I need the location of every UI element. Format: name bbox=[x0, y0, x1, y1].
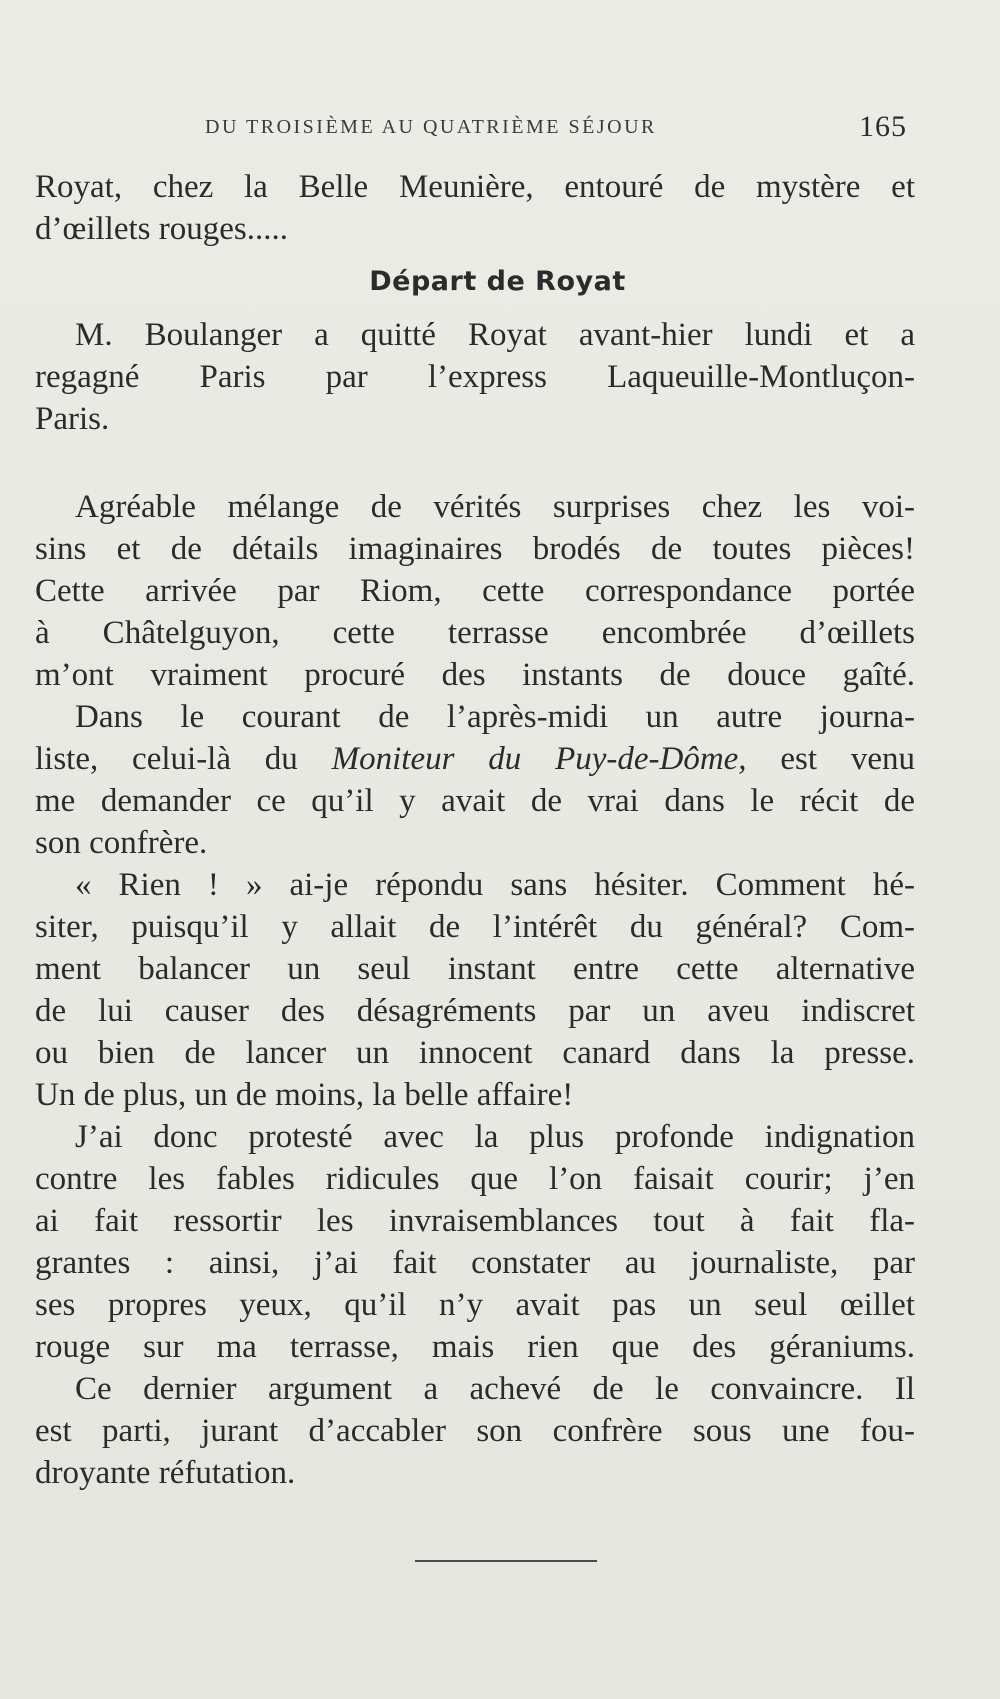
text-line: son confrère. bbox=[35, 825, 208, 861]
text-line: Un de plus, un de moins, la belle affaire! bbox=[35, 1077, 574, 1113]
text-line: droyante réfutation. bbox=[35, 1455, 296, 1491]
text-line: M. Boulanger a quitté Royat avant-hier lundi et a bbox=[75, 317, 915, 353]
paragraph-continuation bbox=[35, 166, 915, 250]
text-line: regagné Paris par l’express Laqueuille-Montluçon- bbox=[35, 359, 915, 395]
paragraph-journaliste bbox=[35, 696, 915, 864]
text-fragment: est venu bbox=[746, 741, 915, 777]
page-number: 165 bbox=[859, 110, 907, 143]
text-line: sins et de détails imaginaires brodés de toutes pièces! bbox=[35, 531, 915, 567]
text-line: Cette arrivée par Riom, cette correspondance portée bbox=[35, 573, 915, 609]
text-line: grantes : ainsi, j’ai fait constater au journaliste, par bbox=[35, 1245, 915, 1281]
section-spacer bbox=[35, 440, 915, 486]
text-line bbox=[35, 738, 915, 780]
text-fragment: liste, celui-là du bbox=[35, 741, 332, 777]
paragraph-rien bbox=[35, 864, 915, 1116]
text-line: Paris. bbox=[35, 401, 110, 437]
text-line: contre les fables ridicules que l’on faisait courir; j’en bbox=[35, 1161, 915, 1197]
text-line: Agréable mélange de vérités surprises chez les voi- bbox=[75, 489, 915, 525]
paragraph-protest bbox=[35, 1116, 915, 1368]
text-line: « Rien ! » ai-je répondu sans hésiter. Comment hé- bbox=[75, 867, 915, 903]
text-line: rouge sur ma terrasse, mais rien que des géraniums. bbox=[35, 1329, 915, 1365]
text-line: ment balancer un seul instant entre cette alternative bbox=[35, 951, 915, 987]
text-line: de lui causer des désagréments par un aveu indiscret bbox=[35, 993, 915, 1029]
section-end-rule bbox=[415, 1560, 597, 1562]
text-line: Royat, chez la Belle Meunière, entouré de mystère et bbox=[35, 169, 915, 205]
running-header bbox=[205, 110, 915, 146]
paragraph-departure bbox=[35, 314, 915, 440]
text-line: m’ont vraiment procuré des instants de douce gaîté. bbox=[35, 657, 915, 693]
text-line: est parti, jurant d’accabler son confrère sous une fou- bbox=[35, 1413, 915, 1449]
text-line: ou bien de lancer un innocent canard dans la presse. bbox=[35, 1035, 915, 1071]
running-title: DU TROISIÈME AU QUATRIÈME SÉJOUR bbox=[205, 116, 657, 138]
text-line: J’ai donc protesté avec la plus profonde indignation bbox=[75, 1119, 915, 1155]
text-line: ai fait ressortir les invraisemblances tout à fait fla- bbox=[35, 1203, 915, 1239]
text-line: siter, puisqu’il y allait de l’intérêt du général? Com- bbox=[35, 909, 915, 945]
text-line: à Châtelguyon, cette terrasse encombrée d’œillets bbox=[35, 615, 915, 651]
body-text bbox=[35, 166, 915, 1494]
newspaper-title: Moniteur du Puy-de-Dôme, bbox=[331, 741, 747, 777]
section-heading: Départ de Royat bbox=[369, 266, 626, 297]
text-line: Ce dernier argument a achevé de le convaincre. Il bbox=[75, 1371, 915, 1407]
paragraph-conclusion bbox=[35, 1368, 915, 1494]
text-line: me demander ce qu’il y avait de vrai dans le récit de bbox=[35, 783, 915, 819]
text-line: ses propres yeux, qu’il n’y avait pas un seul œillet bbox=[35, 1287, 915, 1323]
text-line: d’œillets rouges..... bbox=[35, 211, 288, 247]
paragraph-melange bbox=[35, 486, 915, 696]
text-line: Dans le courant de l’après-midi un autre journa- bbox=[75, 699, 915, 735]
